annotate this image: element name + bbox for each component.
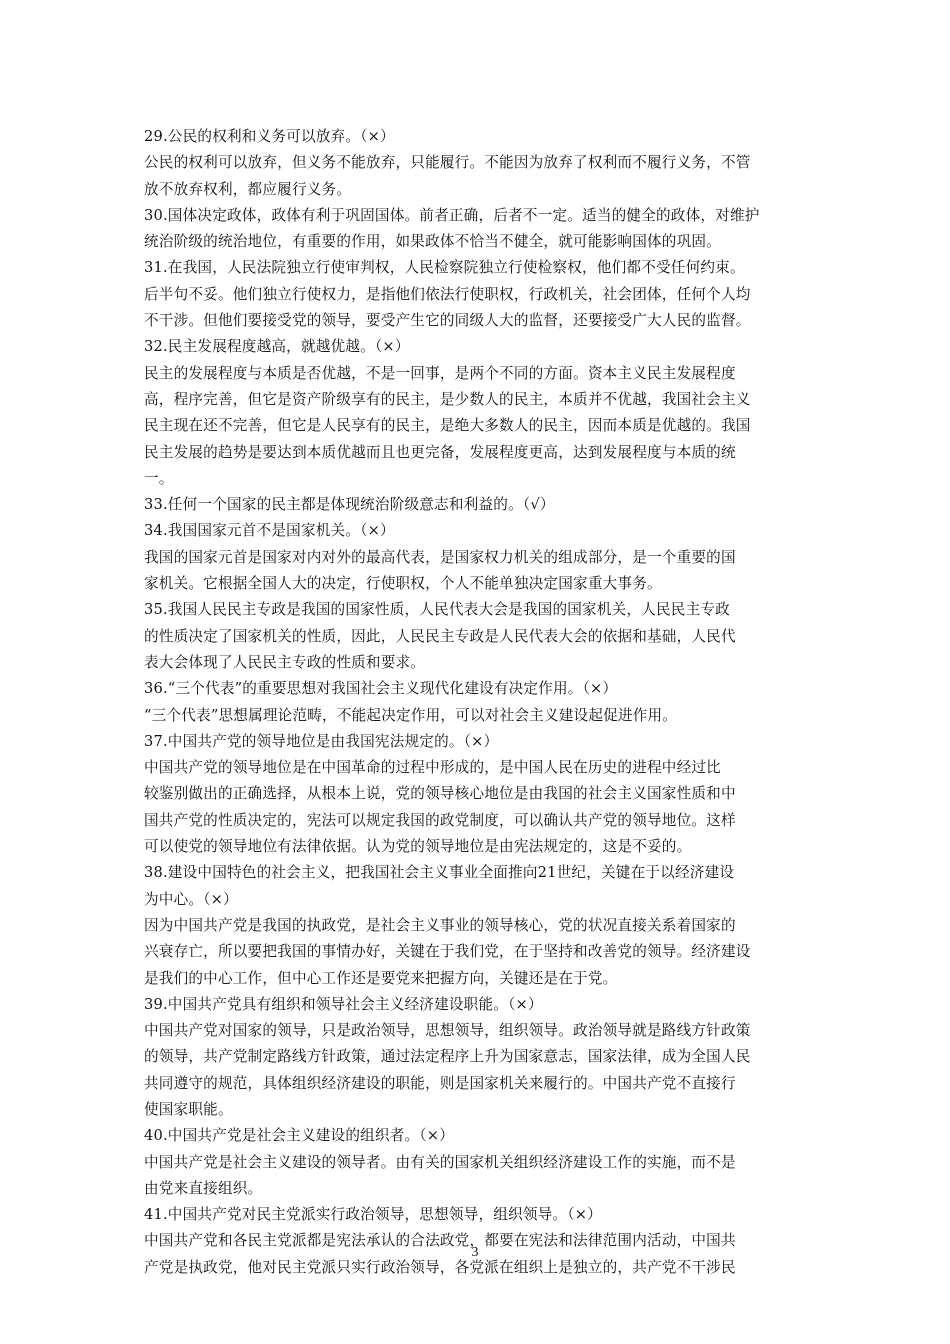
text-line: 不干涉。但他们要接受党的领导，要受产生它的同级人大的监督，还要接受广大人民的监督。	[144, 312, 751, 330]
text-line: 统治阶级的统治地位，有重要的作用，如果政体不恰当不健全，就可能影响国体的巩固。	[144, 233, 721, 251]
text-line: 我国的国家元首是国家对内对外的最高代表，是国家权力机关的组成部分，是一个重要的国	[144, 548, 736, 566]
text-line: 中国共产党对国家的领导，只是政治领导，思想领导，组织领导。政治领导就是路线方针政策	[144, 1022, 751, 1040]
text-line: 民主现在还不完善，但它是人民享有的民主，是绝大多数人的民主，因而本质是优越的。我国	[144, 417, 751, 435]
text-line: 41.中国共产党对民主党派实行政治领导，思想领导，组织领导。（×）	[144, 1206, 602, 1224]
text-line: 一。	[144, 469, 174, 487]
text-line: 由党来直接组织。	[144, 1179, 263, 1197]
text-line: 可以使党的领导地位有法律依据。认为党的领导地位是由宪法规定的，这是不妥的。	[144, 838, 692, 856]
text-line: 因为中国共产党是我国的执政党，是社会主义事业的领导核心，党的状况直接关系着国家的	[144, 916, 736, 934]
text-line: 公民的权利可以放弃，但义务不能放弃，只能履行。不能因为放弃了权利而不履行义务，不管	[144, 154, 751, 172]
text-line: 35.我国人民民主专政是我国的国家性质，人民代表大会是我国的国家机关，人民民主专政	[144, 601, 730, 619]
text-line: 民主发展的趋势是要达到本质优越而且也更完备，发展程度更高，达到发展程度与本质的统	[144, 443, 736, 461]
text-line: 的领导，共产党制定路线方针政策，通过法定程序上升为国家意志，国家法律，成为全国人民	[144, 1048, 751, 1066]
text-line: 表大会体现了人民民主专政的性质和要求。	[144, 653, 426, 671]
text-line: 国共产党的性质决定的，宪法可以规定我国的政党制度，可以确认共产党的领导地位。这样	[144, 811, 736, 829]
text-line: 使国家职能。	[144, 1100, 233, 1118]
text-line: 后半句不妥。他们独立行使权力，是指他们依法行使职权，行政机关，社会团体，任何个人均	[144, 285, 751, 303]
text-line: 37.中国共产党的领导地位是由我国宪法规定的。（×）	[144, 732, 499, 750]
text-line: 38.建设中国特色的社会主义，把我国社会主义事业全面推向21世纪，关键在于以经济建设	[144, 864, 735, 882]
text-line: 民主的发展程度与本质是否优越，不是一回事，是两个不同的方面。资本主义民主发展程度	[144, 364, 736, 382]
text-line: 为中心。（×）	[144, 890, 238, 908]
text-line: 36.“三个代表”的重要思想对我国社会主义现代化建设有决定作用。（×）	[144, 680, 618, 698]
text-line: 家机关。它根据全国人大的决定，行使职权，个人不能单独决定国家重大事务。	[144, 575, 662, 593]
text-line: 中国共产党是社会主义建设的领导者。由有关的国家机关组织经济建设工作的实施，而不是	[144, 1153, 736, 1171]
text-line: 29.公民的权利和义务可以放弃。（×）	[144, 128, 395, 145]
page-number: 3	[471, 1245, 479, 1260]
text-line: 较鉴别做出的正确选择，从根本上说，党的领导核心地位是由我国的社会主义国家性质和中	[144, 785, 736, 803]
text-line: 40.中国共产党是社会主义建设的组织者。（×）	[144, 1127, 455, 1145]
text-line: 中国共产党和各民主党派都是宪法承认的合法政党，都要在宪法和法律范围内活动，中国共	[144, 1232, 736, 1250]
text-line: 31.在我国，人民法院独立行使审判权，人民检察院独立行使检察权，他们都不受任何约束。	[144, 259, 745, 277]
text-line: 共同遵守的规范，具体组织经济建设的职能，则是国家机关来履行的。中国共产党不直接行	[144, 1074, 736, 1092]
text-line: 是我们的中心工作，但中心工作还是要党来把握方向，关键还是在于党。	[144, 969, 618, 987]
text-line: 产党是执政党，他对民主党派只实行政治领导，各党派在组织上是独立的，共产党不干涉民	[144, 1258, 736, 1276]
text-line: 兴衰存亡，所以要把我国的事情办好，关键在于我们党，在于坚持和改善党的领导。经济建设	[144, 943, 751, 961]
text-line: 中国共产党的领导地位是在中国革命的过程中形成的，是中国人民在历史的进程中经过比	[144, 759, 721, 777]
text-line: 33.任何一个国家的民主都是体现统治阶级意志和利益的。（√）	[144, 496, 555, 514]
document-body	[144, 124, 809, 1281]
text-line: 的性质决定了国家机关的性质，因此，人民民主专政是人民代表大会的依据和基础，人民代	[144, 627, 736, 645]
text-line: 高，程序完善，但它是资产阶级享有的民主，是少数人的民主，本质并不优越，我国社会主义	[144, 390, 751, 408]
text-line: 34.我国国家元首不是国家机关。（×）	[144, 522, 395, 540]
text-line: 30.国体决定政体，政体有利于巩固国体。前者正确，后者不一定。适当的健全的政体，对维护	[144, 206, 760, 224]
text-line: 32.民主发展程度越高，就越优越。（×）	[144, 338, 410, 356]
text-line: 放不放弃权利，都应履行义务。	[144, 180, 352, 198]
text-line: 39.中国共产党具有组织和领导社会主义经济建设职能。（×）	[144, 995, 543, 1013]
text-line: “三个代表”思想属理论范畴，不能起决定作用，可以对社会主义建设起促进作用。	[144, 706, 678, 724]
